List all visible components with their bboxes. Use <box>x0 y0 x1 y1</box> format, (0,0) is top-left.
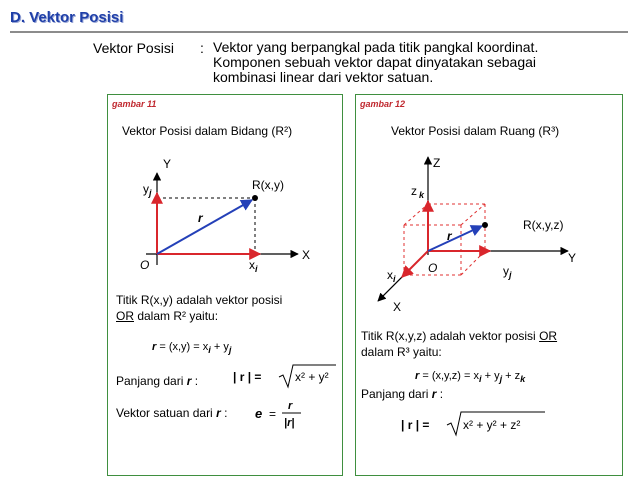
length-label: Panjang dari r : <box>361 387 444 401</box>
description-line-1: Titik R(x,y) adalah vektor posisi <box>116 293 283 307</box>
x-axis-label: X <box>393 300 402 314</box>
x-axis-label: X <box>302 248 311 262</box>
panel-title: Vektor Posisi dalam Ruang (R³) <box>391 124 560 138</box>
svg-text:yj <box>143 182 152 198</box>
definition-line-2: Komponen sebuah vektor dapat dinyatakan sebagai <box>213 54 537 70</box>
length-formula <box>231 361 339 391</box>
z-axis-label: Z <box>433 156 441 170</box>
point-label: R(x,y) <box>252 178 284 192</box>
svg-text:zk <box>411 184 425 200</box>
vector-label: r <box>198 211 203 225</box>
svg-text:xi <box>387 268 396 284</box>
title-divider <box>10 31 628 33</box>
or-segment: OR <box>116 309 134 323</box>
yj-label: y <box>503 264 509 278</box>
equation-r: $r = (x,y,z) = x_i + y_j + z_k$ <box>415 370 526 385</box>
svg-text:x² + y²: x² + y² <box>295 370 329 384</box>
zk-label: z <box>411 184 417 198</box>
svg-text:=: = <box>269 407 277 421</box>
origin-label: O <box>428 261 438 275</box>
description-line-2 <box>116 309 218 323</box>
yj-sub: j <box>149 188 152 198</box>
svg-text:e: e <box>255 406 263 421</box>
length-formula <box>399 407 549 439</box>
svg-text:x² + y² + z²: x² + y² + z² <box>463 418 521 432</box>
y-axis-label: Y <box>163 157 172 171</box>
point-r <box>252 195 258 201</box>
unit-vector-formula <box>253 395 313 433</box>
definition-term: Vektor Posisi <box>93 40 174 56</box>
origin-label: O <box>140 258 150 272</box>
panel-gambar-12 <box>355 94 623 476</box>
length-label: Panjang dari r : <box>116 374 199 388</box>
or-segment: OR <box>539 329 558 343</box>
equation-r: $r = (x,y) = x_i + y_j$ <box>152 341 232 356</box>
page-title: D. Vektor Posisi <box>10 9 124 26</box>
point-r <box>482 222 488 228</box>
xi-label: x <box>387 268 393 282</box>
unit-vector-i <box>402 251 428 277</box>
vector-3d-diagram <box>356 95 622 320</box>
svg-text:xi <box>249 258 258 274</box>
vector-label: r <box>447 229 452 243</box>
definition-line-3: kombinasi linear dari vektor satuan. <box>213 69 434 85</box>
yj-label: y <box>143 182 149 196</box>
svg-text:yj <box>503 264 512 280</box>
svg-text:|r|: |r| <box>284 417 295 429</box>
svg-text:| r | =: | r | = <box>233 370 262 384</box>
position-vector-r <box>157 200 252 254</box>
definition-text <box>213 40 623 85</box>
yj-sub: j <box>509 270 512 280</box>
figure-tag: gambar 12 <box>360 99 406 109</box>
figure-tag: gambar 11 <box>112 99 157 109</box>
svg-text:| r | =: | r | = <box>401 418 430 432</box>
xi-label: x <box>249 258 255 272</box>
definition-line-1: Vektor yang berpangkal pada titik pangkal koordinat. <box>213 39 539 55</box>
panel-gambar-11 <box>107 94 343 476</box>
description-rest: dalam R² yaitu: <box>134 309 219 323</box>
svg-text:r: r <box>288 400 293 412</box>
xi-sub: i <box>255 264 258 274</box>
vector-2d-diagram <box>108 95 342 280</box>
definition-colon: : <box>200 40 204 56</box>
point-label: R(x,y,z) <box>523 218 564 232</box>
y-axis-label: Y <box>568 251 577 265</box>
zk-sub: k <box>419 190 425 200</box>
panel-title: Vektor Posisi dalam Bidang (R²) <box>122 124 293 138</box>
description-line-1: Titik R(x,y,z) adalah vektor posisi OR <box>361 329 558 343</box>
xi-sub: i <box>393 274 396 284</box>
description-line-2: dalam R³ yaitu: <box>361 345 442 359</box>
position-vector-r <box>428 226 482 251</box>
unit-vector-label: Vektor satuan dari r : <box>116 406 228 420</box>
